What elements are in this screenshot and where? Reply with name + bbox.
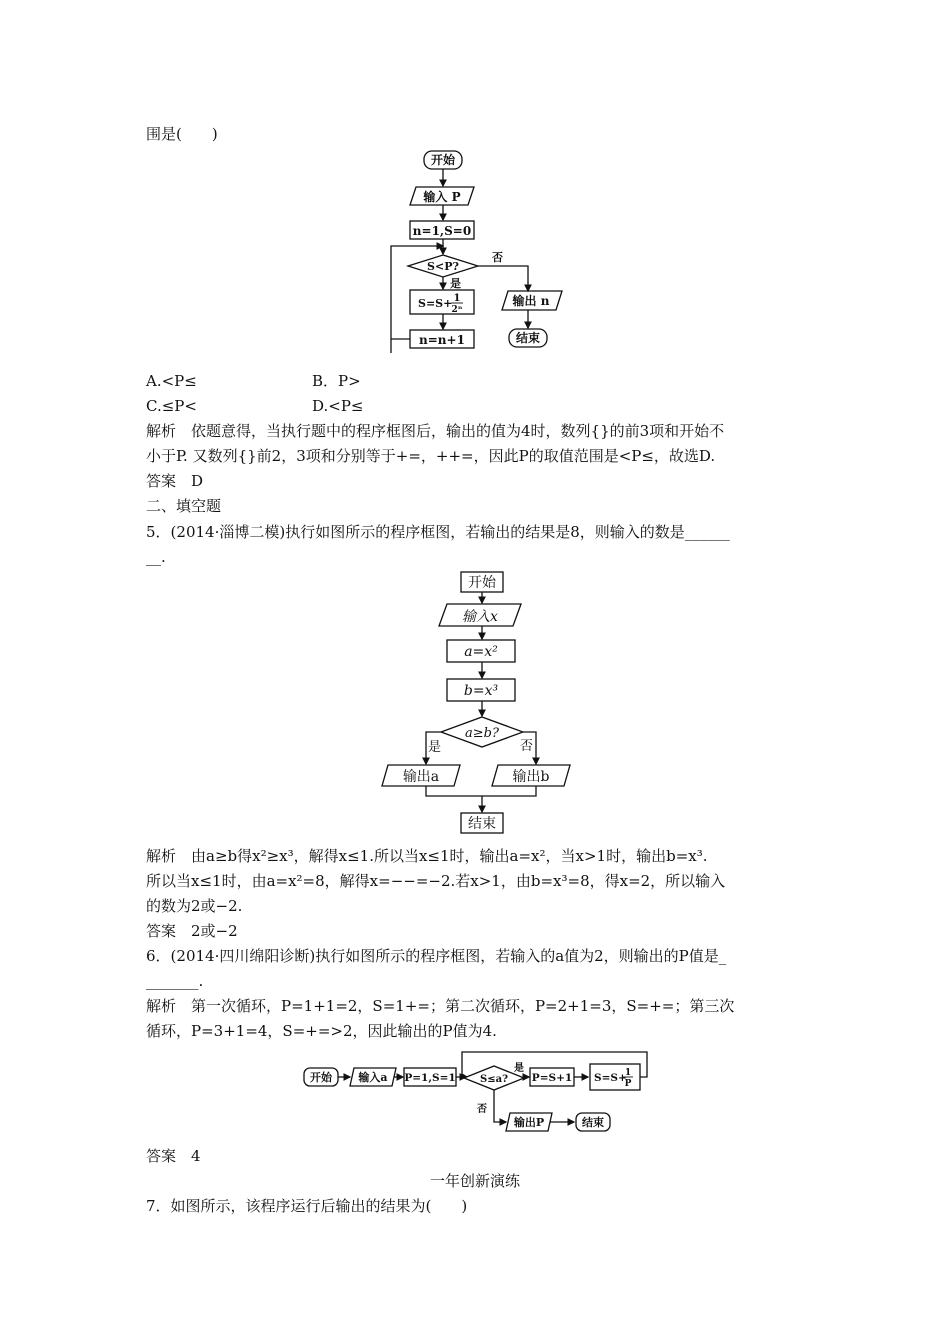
fc3-input-text: 输入a [358, 1071, 388, 1084]
fc2-no-label: 否 [520, 739, 534, 754]
fc1-update-prefix: S=S+ [418, 297, 453, 310]
section-heading-innovation: 一年创新演练 [429, 1172, 520, 1190]
q4-answer: 答案 D [146, 472, 204, 490]
fc2-out-b-text: 输出b [512, 769, 550, 785]
fc2-input-text: 输入x [462, 609, 498, 625]
fc1-init-text: n=1,S=0 [412, 224, 472, 238]
q4-option-d: D.<P≤ [312, 397, 364, 415]
fc2-out-a-text: 输出a [402, 769, 440, 785]
fc2-cond-text: a≥b? [465, 726, 499, 741]
fc1-start-text: 开始 [430, 153, 456, 167]
fc1-yes-label: 是 [450, 277, 461, 290]
fc3-s-update-den: P [624, 1079, 632, 1089]
fc3-s-update-num: 1 [624, 1068, 632, 1078]
q5-analysis-line3: 的数为2或−2. [146, 897, 243, 915]
fc2-b-assign-text: b=x³ [463, 683, 499, 699]
q5-stem-line1: 5．(2014·淄博二模)执行如图所示的程序框图，若输出的结果是8，则输入的数是______ [146, 523, 730, 541]
fc2-start-text: 开始 [468, 575, 496, 591]
section-fill-in: 二、填空题 [146, 497, 222, 515]
q4-option-b: B．P> [312, 372, 361, 390]
q5-analysis-line2: 所以当x≤1时，由a=x²=8，解得x=−−=−2.若x>1，由b=x³=8，得x=2，所以输入 [146, 872, 726, 890]
q5-stem-line2: __. [146, 548, 166, 566]
flowchart-q4 [370, 148, 580, 360]
flowchart-q6 [300, 1050, 656, 1136]
q5-analysis-line1: 解析 由a≥b得x²≥x³，解得x≤1.所以当x≤1时，输出a=x²，当x>1时，输出b=x³. [146, 847, 708, 865]
fc3-init-text: P=1,S=1 [404, 1072, 456, 1084]
q6-stem-line1: 6．(2014·四川绵阳诊断)执行如图所示的程序框图，若输入的a值为2，则输出的P值是_ [146, 947, 727, 965]
fc3-output-text: 输出P [513, 1116, 545, 1129]
fc3-yes-label: 是 [514, 1063, 524, 1074]
fc1-cond-text: S<P? [427, 260, 459, 273]
fc1-output-text: 输出 n [512, 294, 550, 308]
fc1-update-num: 1 [453, 293, 461, 304]
q6-analysis-line1: 解析 第一次循环，P=1+1=2，S=1+=；第二次循环，P=2+1=3，S=+=；第三次 [146, 997, 735, 1015]
fc1-no-label: 否 [492, 251, 503, 264]
q6-analysis-line2: 循环，P=3+1=4，S=+=>2，因此输出的P值为4. [146, 1022, 497, 1040]
q5-answer: 答案 2或−2 [146, 922, 238, 940]
fc1-end-text: 结束 [515, 331, 541, 345]
q4-option-a: A.<P≤ [146, 372, 197, 390]
q6-stem-line2: _______. [146, 972, 204, 990]
fc1-input-text: 输入 P [423, 190, 461, 204]
flowchart-q5 [374, 568, 584, 840]
fc2-end-text: 结束 [468, 816, 496, 832]
fc1-update-den: 2ⁿ [451, 305, 463, 315]
q7-stem: 7．如图所示，该程序运行后输出的结果为( ) [146, 1197, 468, 1215]
fc3-s-update-prefix: S=S+ [594, 1072, 627, 1084]
fc3-p-update-text: P=S+1 [531, 1072, 573, 1084]
fc3-no-label: 否 [477, 1104, 487, 1115]
q4-analysis-line1: 解析 依题意得，当执行题中的程序框图后，输出的值为4时，数列{}的前3项和开始不 [146, 422, 725, 440]
fc3-end-text: 结束 [582, 1116, 604, 1129]
fc2-yes-label: 是 [428, 740, 442, 755]
fc2-a-assign-text: a=x² [464, 644, 498, 660]
q4-stem-tail: 围是( ) [146, 125, 218, 143]
q6-answer: 答案 4 [146, 1147, 201, 1165]
fc3-cond-text: S≤a? [480, 1074, 508, 1085]
fc3-start-text: 开始 [310, 1071, 332, 1084]
q4-option-c: C.≤P< [146, 397, 197, 415]
fc1-incr-text: n=n+1 [419, 333, 465, 347]
q4-analysis-line2: 小于P. 又数列{}前2，3项和分别等于+=，++=，因此P的取值范围是<P≤，故选D. [146, 447, 716, 465]
